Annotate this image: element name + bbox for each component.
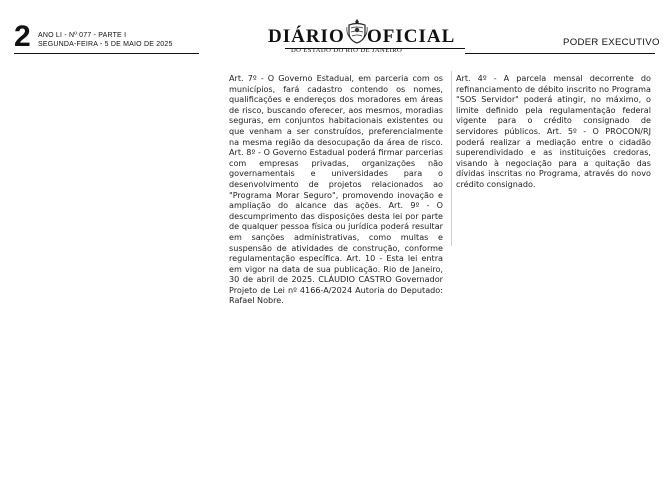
text-column-left [229,73,443,306]
coat-of-arms-icon [346,18,368,48]
header-rule-left [14,53,199,54]
date-line: SEGUNDA-FEIRA - 5 DE MAIO DE 2025 [38,41,173,48]
masthead-title-right: OFICIAL [367,26,456,47]
article-text-left: Art. 7º - O Governo Estadual, em parceria com os municípios, fará cadastro contendo os nomes, qualificações e endereços dos moradores em áreas de risco, buscando oferecer, aos mesmos, moradias seguras, em conjuntos habitacionais existentes ou que venham a ser construídos, preferencialmente na mesma região da desocupação da área de risco. Art. 8º - O Governo Estadual poderá firmar parcerias com empresas privadas, organizações não governamentais e universidades para o desenvolvimento de projetos relacionados ao "Programa Morar Seguro", promovendo inovação e ampliação do alcance das ações. Art. 9º - O descumprimento das disposições desta lei por parte de qualquer pessoa física ou jurídica poderá resultar em sanções administrativas, como multas e suspensão de atividades de construção, conforme regulamentação específica. Art. 10 - Esta lei entra em vigor na data de sua publicação. Rio de Janeiro, 30 de abril de 2025. CLÁUDIO CASTRO Governador Projeto de Lei nº 4166-A/2024 Autoria do Deputado: Rafael Nobre. [229,73,443,306]
edition-info [38,31,173,49]
text-column-right [456,73,651,190]
section-label: PODER EXECUTIVO [563,37,660,48]
page-header [0,0,665,62]
edition-line: ANO LI - Nº 077 - PARTE I [38,32,127,39]
article-text-right: Art. 4º - A parcela mensal decorrente do refinanciamento de débito inscrito no Programa "SOS Servidor" poderá atingir, no máximo, o limite definido pela regulamentação federal vigente para o crédito consignado de servidores públicos. Art. 5º - O PROCON/RJ poderá realizar a mediação entre o cidadão superendividado e as instituições credoras, visando à negociação para a quitação das dívidas inscritas no Programa, através do novo crédito consignado. [456,73,651,189]
masthead [265,14,465,54]
page-number: 2 [14,20,31,53]
column-divider [451,71,452,246]
masthead-title-left: DIÁRIO [268,26,345,47]
masthead-subtitle: DO ESTADO DO RIO DE JANEIRO [291,47,403,54]
header-rule-right [465,53,655,54]
